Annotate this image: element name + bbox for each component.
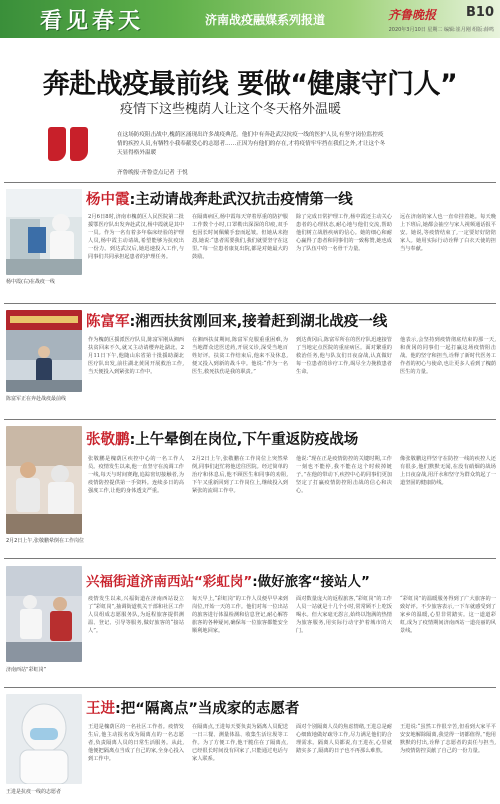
section-title xyxy=(86,310,387,331)
article-column: 像张敬鹏这样坚守在防控一线的疾控人还有很多,他们默默无闻,在没有硝烟的战场上日夜奋战,用汗水和坚守为群众筑起了一道坚固的健康防线。 xyxy=(400,456,496,487)
article-body xyxy=(88,213,496,298)
divider xyxy=(4,419,496,420)
section-photo xyxy=(6,189,82,275)
article-column: 2月6日8时,济南市槐荫区人民医院第二批援鄂医疗队出发奔赴武汉,杨中霞就是其中一员。作为一名有着多年临床经验的护理人员,杨中霞主动请战,希望能够为抗疫出一份力。到达武汉后,她迅速投入工作,与同事们共同承担起患者的护理任务。 xyxy=(88,214,184,261)
quote-mark-icon xyxy=(48,127,92,167)
section-title-text: :主动请战奔赴武汉抗击疫情第一线 xyxy=(129,192,353,208)
volunteer-photo-icon xyxy=(6,694,82,784)
section-photo xyxy=(6,694,82,784)
article-column: 面对数量庞大的返程旅客,“彩虹岗”的工作人员一站就是十几个小时,常常顾不上吃饭喝水。但大家毫无怨言,始终以饱满的热情为旅客服务,用实际行动守护着城市的大门。 xyxy=(296,596,392,635)
photo-caption: 2月2日上午,张敬鹏晕倒在工作岗位 xyxy=(6,538,84,544)
article-column: 在隔离病区,杨中霞每天穿着厚重的防护服工作数个小时,口罩勒出深深的印痕,双手也因长时间佩戴手套而起皱。但她从未抱怨,她说:“患者需要我们,我们就要坚守在这里。”每一位患者康复出院,都是对她最大的鼓励。 xyxy=(192,214,288,261)
divider xyxy=(4,303,496,304)
section-title xyxy=(86,428,358,449)
divider xyxy=(4,687,496,688)
section-photo xyxy=(6,310,82,392)
person-name: 王进 xyxy=(86,701,115,717)
main-headline: 奔赴战疫最前线 要做“健康守门人” xyxy=(42,69,458,100)
page-number: B10 xyxy=(466,5,494,20)
article-column: “彩虹岗”的温暖服务得到了广大旅客的一致好评。不少旅客表示,一下车就感受到了家乡的温暖,心里非常踏实。这一道道彩虹,成为了疫情期间济南西站一道亮丽的风景线。 xyxy=(400,596,496,635)
article-column: 每天早上,“彩虹岗”的工作人员便早早来到岗位,开始一天的工作。他们对每一位出站的旅客进行体温检测和信息登记,耐心解答旅客的各种疑问,确保每一位旅客都能安全顺利地回家。 xyxy=(192,596,288,635)
photo-caption: 杨中霞(右)在战疫一线 xyxy=(6,279,55,285)
station-photo-icon xyxy=(6,566,82,662)
article-column: 在湘西扶贫期间,陈富军克服重重困难,为当地群众送医送药,开展义诊,深受当地百姓好评。扶贫工作结束后,他来不及休息,便又投入到新的战斗中。他说:“作为一名医生,救死扶伤是我的职责。” xyxy=(192,337,288,376)
article-column: 在隔离点,王进每天要负责为隔离人员配送一日三餐、测量体温、收集生活垃圾等工作。为了方便工作,他干脆住在了隔离点,已经很长时间没有回家了,只能通过电话与家人联系。 xyxy=(192,724,288,763)
departure-photo-icon xyxy=(6,310,82,392)
sub-headline: 疫情下这些槐荫人让这个冬天格外温暖 xyxy=(120,102,342,117)
series-title: 济南战疫融媒系列报道 xyxy=(205,13,326,27)
intro-paragraph: 在这场防疫阻击战中,槐荫区涌现出许多战疫典范。他们中有奔赴武汉抗疫一线的医护人员,有坚守岗位监控疫情的疾控人员,有牺牲小我奉献爱心的志愿者……正因为有他们的存在,才将疫情牢牢挡在我们之外,才让这个冬天显得格外温暖 xyxy=(117,132,386,156)
article-column: 2月2日上午,张敬鹏在工作岗位上突然晕倒,同事们赶忙将他送往医院。经过简单的治疗和休息后,他不顾医生和同事的劝阻,下午又重新回到了工作岗位上,继续投入到紧张的流调工作中。 xyxy=(192,456,288,495)
staff-photo-icon xyxy=(6,426,82,534)
section-title-text: :做好旅客“接站人” xyxy=(252,574,370,590)
section-title xyxy=(86,188,353,209)
person-name: 张敬鹏 xyxy=(86,432,130,448)
column-logo: 看见春天 xyxy=(40,8,145,34)
article-column: 除了完成日常护理工作,杨中霞还主动关心患者的心理状态,耐心地与他们交流,帮助他们树立战胜疾病的信心。她的细心和耐心赢得了患者和同事们的一致称赞,她也成为了队伍中的一名骨干力量。 xyxy=(296,214,392,253)
hospital-photo-icon xyxy=(6,189,82,275)
person-name: 陈富军 xyxy=(86,314,130,330)
article-body xyxy=(88,455,496,551)
section-title-text: :上午晕倒在岗位,下午重返防疫战场 xyxy=(129,432,359,448)
section-photo xyxy=(6,566,82,662)
header-banner xyxy=(0,0,500,38)
article-column: 他表示,会坚持到疫情彻底结束的那一天,和黄冈的同事们一起打赢这场疫情阻击战。他的坚守和担当,诠释了新时代医务工作者的初心与使命,也让更多人看到了槐荫医生的力量。 xyxy=(400,337,496,376)
article-body xyxy=(88,595,496,681)
photo-caption: 王进是抗疫一线的志愿者 xyxy=(6,789,62,795)
article-column: 王进说:“虽然工作很辛苦,但看到大家平平安安地解除隔离,我觉得一切都值得。”他用默默的付出,诠释了志愿者的责任与担当,为疫情防控贡献了自己的一份力量。 xyxy=(400,724,496,755)
section-title xyxy=(86,697,299,718)
divider xyxy=(4,558,496,559)
newspaper-name: 齐鲁晚报 xyxy=(388,8,437,22)
article-column: 作为槐荫区援派医疗队员,陈富军刚从湘西扶贫回来不久,就又主动请缨奔赴湖北。2月11日下午,他随山东省第十批援助湖北医疗队出发,前往湖北黄冈开展救治工作,当天便投入到紧张的工作中。 xyxy=(88,337,184,376)
section-title-text: :湘西扶贫刚回来,接着赶到湖北战疫一线 xyxy=(129,314,388,330)
photo-caption: 陈富军正在奔赴战疫最前线 xyxy=(6,396,67,402)
article-column: 张敬鹏是槐荫区疾控中心的一名工作人员。疫情发生以来,他一直坚守在流调工作一线,每天与时间赛跑,追踪密切接触者,为疫情防控提供第一手资料。连续多日的高强度工作,让他的身体透支严重。 xyxy=(88,456,184,495)
byline: 齐鲁晚报·齐鲁壹点记者 于悦 xyxy=(117,170,188,176)
section-title xyxy=(86,570,370,590)
organization-name: 兴福街道济南西站“彩虹岗” xyxy=(86,574,253,590)
section-photo xyxy=(6,426,82,534)
article-column: 到达黄冈后,陈富军所在的医疗队迅速接管了当地定点医院的重症病区。面对繁重的救治任务,他与队友们日夜奋战,认真做好每一位患者的诊疗工作,竭尽全力挽救患者生命。 xyxy=(296,337,392,376)
photo-caption: 济南西站“彩虹岗” xyxy=(6,667,47,673)
article-body xyxy=(88,336,496,414)
article-body xyxy=(88,723,496,799)
divider xyxy=(4,182,496,183)
article-column: 远在济南的家人也一直牵挂着她。每天晚上下班后,她都会抽空与家人视频通话报平安。她说,等疫情结束了,一定要好好陪陪家人。她用实际行动诠释了白衣天使的担当与奉献。 xyxy=(400,214,496,253)
article-column: 疫情发生以来,兴福街道在济南西站设立了“彩虹岗”,抽调街道机关干部和社区工作人员组成志愿服务队,为返程旅客提供测温、登记、引导等服务,做好旅客的“接站人”。 xyxy=(88,596,184,635)
article-column: 他说:“现在正是疫情防控的关键时期,工作一刻也不能停,我不能在这个时候掉链子。”在他的带动下,疾控中心的同事们更加坚定了打赢疫情防控阻击战的信心和决心。 xyxy=(296,456,392,495)
article-column: 面对个别隔离人员的焦虑情绪,王进总是耐心细致地做好疏导工作,尽力满足他们的合理需求。隔离人员都说,有王进在,心里就踏实多了,隔离的日子也不再那么难熬。 xyxy=(296,724,392,755)
article-column: 王进是槐荫区的一名社区工作者。疫情发生后,他主动报名成为隔离点的一名志愿者,负责隔离人员的日常生活服务。从此,他便把隔离点当成了自己的家,全身心投入到工作中。 xyxy=(88,724,184,763)
date-editor-line: 2020年3月10日 星期二 编辑:崔月刚 组版:薛鸣 xyxy=(388,27,494,33)
person-name: 杨中霞 xyxy=(86,192,130,208)
section-title-text: :把“隔离点”当成家的志愿者 xyxy=(115,701,300,717)
